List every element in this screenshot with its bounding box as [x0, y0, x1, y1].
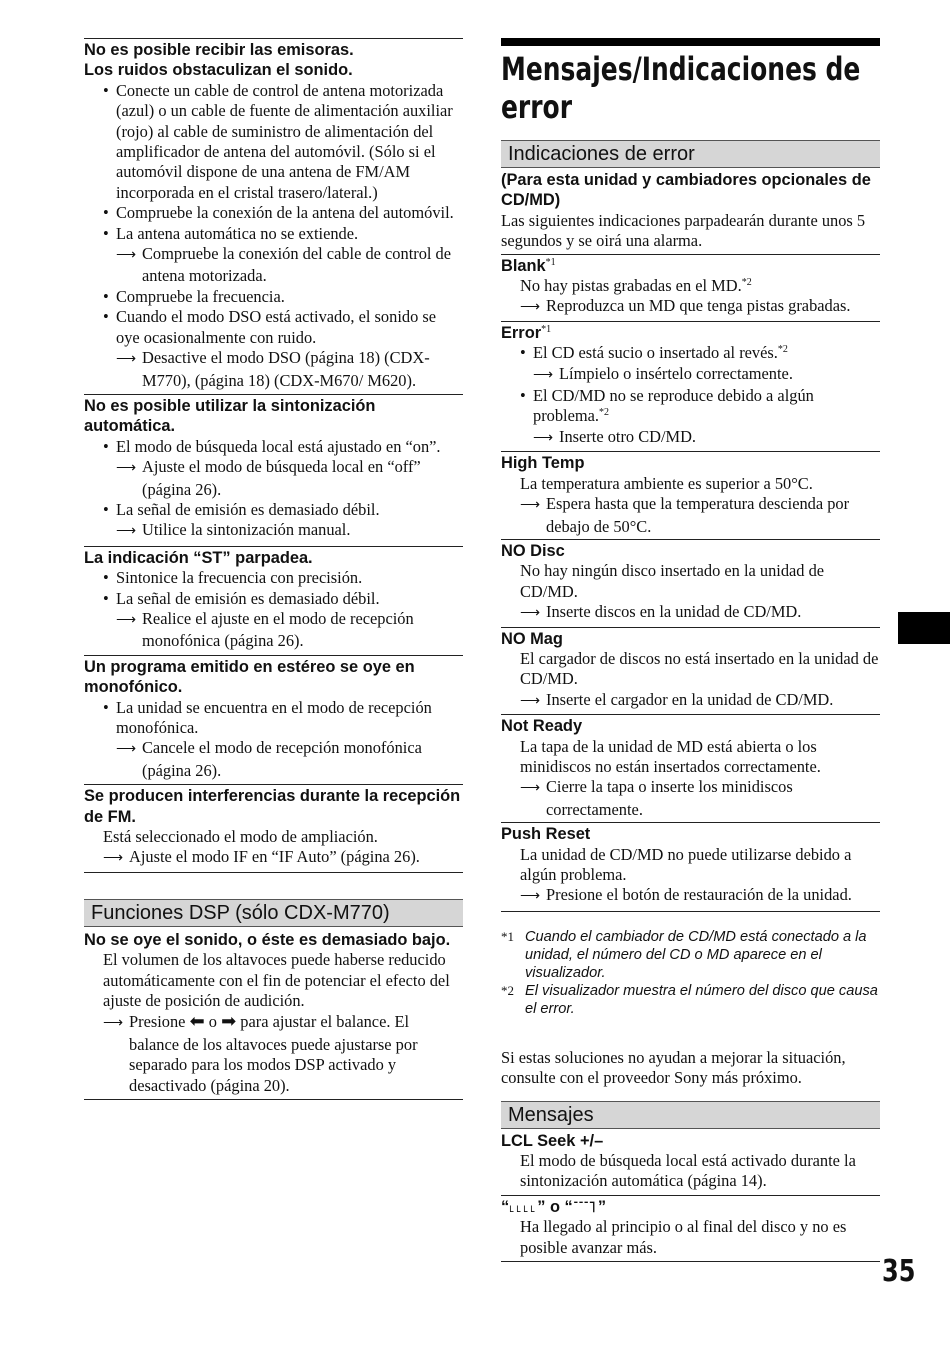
msg-error [501, 321, 880, 449]
right-arrow-icon: ⟶ [116, 352, 137, 368]
right-arrow-icon: ⟶ [116, 248, 137, 264]
bullet-icon: • [103, 568, 109, 588]
divider [84, 1099, 463, 1100]
bullet-icon: • [103, 286, 109, 306]
topic-heading: Los ruidos obstaculizan el sonido. [84, 61, 353, 80]
intro-text: Las siguientes indicaciones parpadearán durante unos 5 segundos y se oirá una alarma. [501, 210, 866, 251]
topic-auto-tuning [84, 394, 463, 543]
chapter-tab-marker [898, 612, 950, 644]
topic-text: El volumen de los altavoces puede haberse reducido automáticamente con el fin de potenciar el efecto del ajuste de posición de audición. [103, 950, 450, 1011]
title-bar [501, 38, 880, 46]
bullet-icon: • [103, 80, 109, 100]
remedy-item: ⟶ Presione ⬅ o ➡ para ajustar el balance. El balance de los altavoces puede ajustarse por separado para los modos DSP activado y desactivado (página 20). [103, 1011, 418, 1095]
bullet-icon: • [520, 343, 526, 363]
topic-heading: No es posible recibir las emisoras. [84, 41, 354, 59]
left-column [84, 38, 463, 1100]
bullet-icon: • [103, 697, 109, 717]
right-arrow-icon: ⟶ [533, 367, 554, 383]
message-label: Push Reset [501, 825, 591, 844]
page-number: 35 [882, 1254, 916, 1289]
message-label: NO Mag [501, 629, 563, 648]
display-end-symbol: ˥˥˥˥ [572, 1197, 598, 1216]
topic-fm-interference [84, 784, 463, 870]
msg-push-reset [501, 822, 880, 908]
footnotes [501, 928, 880, 1018]
bullet-icon: • [103, 223, 109, 243]
right-arrow-icon: ⟶ [520, 781, 541, 797]
topic-heading: No se oye el sonido, o éste es demasiado bajo. [84, 930, 451, 949]
topic-heading: Se producen interferencias durante la recepción de FM. [84, 787, 461, 826]
bullet-item: • El modo de búsqueda local está ajustado en “on”. [103, 436, 441, 456]
subheading: (Para esta unidad y cambiadores opcionales de CD/MD) [501, 171, 871, 210]
bullet-icon: • [103, 436, 109, 456]
footnote-2: *2 El visualizador muestra el número del disco que causa el error. [501, 982, 878, 1017]
right-arrow-key-icon: ➡ [221, 1011, 237, 1032]
bullet-item: • La señal de emisión es demasiado débil. [103, 588, 380, 608]
bullet-item: • La antena automática no se extiende. [103, 223, 359, 243]
message-text: El cargador de discos no está insertado en la unidad de CD/MD. [520, 648, 879, 689]
msg-disc-edge [501, 1195, 880, 1258]
msg-blank [501, 254, 880, 319]
right-arrow-icon: ⟶ [520, 498, 541, 514]
remedy-item: ⟶ Utilice la sintonización manual. [84, 520, 463, 542]
remedy-item: ⟶ Ajuste el modo IF en “IF Auto” (página 26). [84, 847, 463, 869]
remedy-item: ⟶ Inserte el cargador en la unidad de CD/MD. [501, 690, 880, 712]
topic-heading: Un programa emitido en estéreo se oye en monofónico. [84, 657, 415, 697]
right-arrow-icon: ⟶ [116, 612, 137, 628]
topic-no-reception [84, 38, 463, 391]
remedy-item: ⟶ Inserte otro CD/MD. [501, 427, 880, 449]
bullet-item: • Cuando el modo DSO está activado, el sonido se oye ocasionalmente con ruido. [103, 307, 437, 347]
message-text: No hay pistas grabadas en el MD.$^{*2}$ [520, 276, 752, 296]
message-text: La unidad de CD/MD no puede utilizarse debido a algún problema. [520, 844, 852, 884]
divider [84, 872, 463, 873]
message-label: NO Disc [501, 541, 565, 560]
remedy-item: ⟶ Límpielo o insértelo correctamente. [501, 364, 880, 386]
topic-dsp-no-sound [84, 930, 463, 1096]
bullet-icon: • [103, 203, 109, 223]
bullet-item: • La unidad se encuentra en el modo de recepción monofónica. [103, 697, 432, 737]
msg-high-temp [501, 451, 880, 537]
message-label: Not Ready [501, 717, 583, 736]
topic-heading: La indicación “ST” parpadea. [84, 548, 313, 567]
left-arrow-key-icon: ⬅ [189, 1011, 205, 1032]
msg-not-ready [501, 714, 880, 820]
section-band-messages: Mensajes [501, 1101, 880, 1129]
divider [501, 911, 880, 912]
bullet-icon: • [103, 499, 109, 519]
section-band-errors: Indicaciones de error [501, 140, 880, 168]
topic-text: Está seleccionado el modo de ampliación. [103, 827, 378, 847]
remedy-item: ⟶ Presione el botón de restauración de la unidad. [501, 885, 880, 907]
message-text: La temperatura ambiente es superior a 50°C. [520, 473, 813, 493]
remedy-item: ⟶ Reproduzca un MD que tenga pistas grabadas. [501, 296, 880, 318]
message-text: La tapa de la unidad de MD está abierta o los minidiscos no están insertados correctamente. [520, 736, 821, 776]
remedy-item: ⟶ Inserte discos en la unidad de CD/MD. [501, 602, 880, 624]
closing-text: Si estas soluciones no ayudan a mejorar la situación, consulte con el proveedor Sony más próximo. [501, 1047, 846, 1088]
message-label: High Temp [501, 454, 585, 473]
remedy-item: ⟶ Espera hasta que la temperatura descienda por debajo de 50°C. [520, 494, 850, 536]
message-label: Blank$^{*1}$ [501, 256, 556, 275]
bullet-item: • Compruebe la conexión de la antena del automóvil. [103, 203, 454, 223]
footnote-1: *1 Cuando el cambiador de CD/MD está conectado a la unidad, el número del CD o MD aparece en el visualizador. [501, 928, 867, 981]
display-start-symbol: ˪˪˪˪ [509, 1197, 538, 1216]
divider [501, 1261, 880, 1262]
right-arrow-icon: ⟶ [103, 1016, 124, 1032]
topic-stereo-mono [84, 655, 463, 781]
msg-no-mag [501, 627, 880, 713]
message-text: El modo de búsqueda local está activado durante la sintonización automática (página 14). [520, 1151, 856, 1191]
right-arrow-icon: ⟶ [520, 693, 541, 709]
topic-st-blinks [84, 546, 463, 652]
bullet-item: • Conecte un cable de control de antena motorizada (azul) o un cable de fuente de alimentación auxiliar (rojo) al cable de suministro de alimentación del amplificador de antena del automóvil. (Sólo si el automóvil dispone de una antena de FM/AM incorporada en el cristal trasero/lateral.) [103, 80, 453, 202]
right-arrow-icon: ⟶ [116, 742, 137, 758]
bullet-item: • El CD está sucio o insertado al revés.$^{*2}$ [520, 343, 788, 363]
remedy-item: ⟶ Realice el ajuste en el modo de recepción monofónica (página 26). [116, 608, 414, 651]
bullet-icon: • [520, 386, 526, 406]
message-label: LCL Seek +/– [501, 1131, 604, 1150]
right-arrow-icon: ⟶ [520, 606, 541, 622]
bullet-item: • Sintonice la frecuencia con precisión. [103, 568, 363, 588]
msg-no-disc [501, 539, 880, 625]
remedy-item: ⟶ Cierre la tapa o inserte los minidiscos correctamente. [520, 777, 793, 819]
remedy-item: ⟶ Cancele el modo de recepción monofónica (página 26). [116, 738, 422, 780]
right-arrow-icon: ⟶ [520, 889, 541, 905]
msg-lcl-seek [501, 1131, 880, 1192]
right-arrow-icon: ⟶ [116, 461, 137, 477]
message-label: Error$^{*1}$ [501, 323, 552, 342]
page-title: Mensajes/Indicaciones de error [501, 50, 861, 126]
right-arrow-icon: ⟶ [116, 524, 137, 540]
bullet-item: • El CD/MD no se reproduce debido a algún problema.$^{*2}$ [520, 386, 814, 426]
section-band-dsp: Funciones DSP (sólo CDX-M770) [84, 899, 463, 927]
bullet-icon: • [103, 307, 109, 327]
message-label: “˪˪˪˪” o “˥˥˥˥” [501, 1197, 607, 1216]
remedy-item: ⟶ Ajuste el modo de búsqueda local en “off” (página 26). [116, 457, 421, 499]
topic-heading: No es posible utilizar la sintonización automática. [84, 396, 376, 436]
right-arrow-icon: ⟶ [103, 851, 124, 867]
right-arrow-icon: ⟶ [520, 300, 541, 316]
bullet-item: • Compruebe la frecuencia. [103, 286, 285, 306]
remedy-item: ⟶ Compruebe la conexión del cable de control de antena motorizada. [116, 244, 452, 286]
bullet-icon: • [103, 588, 109, 608]
bullet-item: • La señal de emisión es demasiado débil. [103, 499, 380, 519]
right-column [501, 38, 880, 1262]
message-text: No hay ningún disco insertado en la unidad de CD/MD. [520, 561, 825, 601]
errors-intro [501, 170, 880, 252]
right-arrow-icon: ⟶ [533, 430, 554, 446]
remedy-item: ⟶ Desactive el modo DSO (página 18) (CDX-M770), (página 18) (CDX-M670/ M620). [116, 348, 430, 390]
message-text: Ha llegado al principio o al final del disco y no es posible avanzar más. [520, 1217, 847, 1257]
